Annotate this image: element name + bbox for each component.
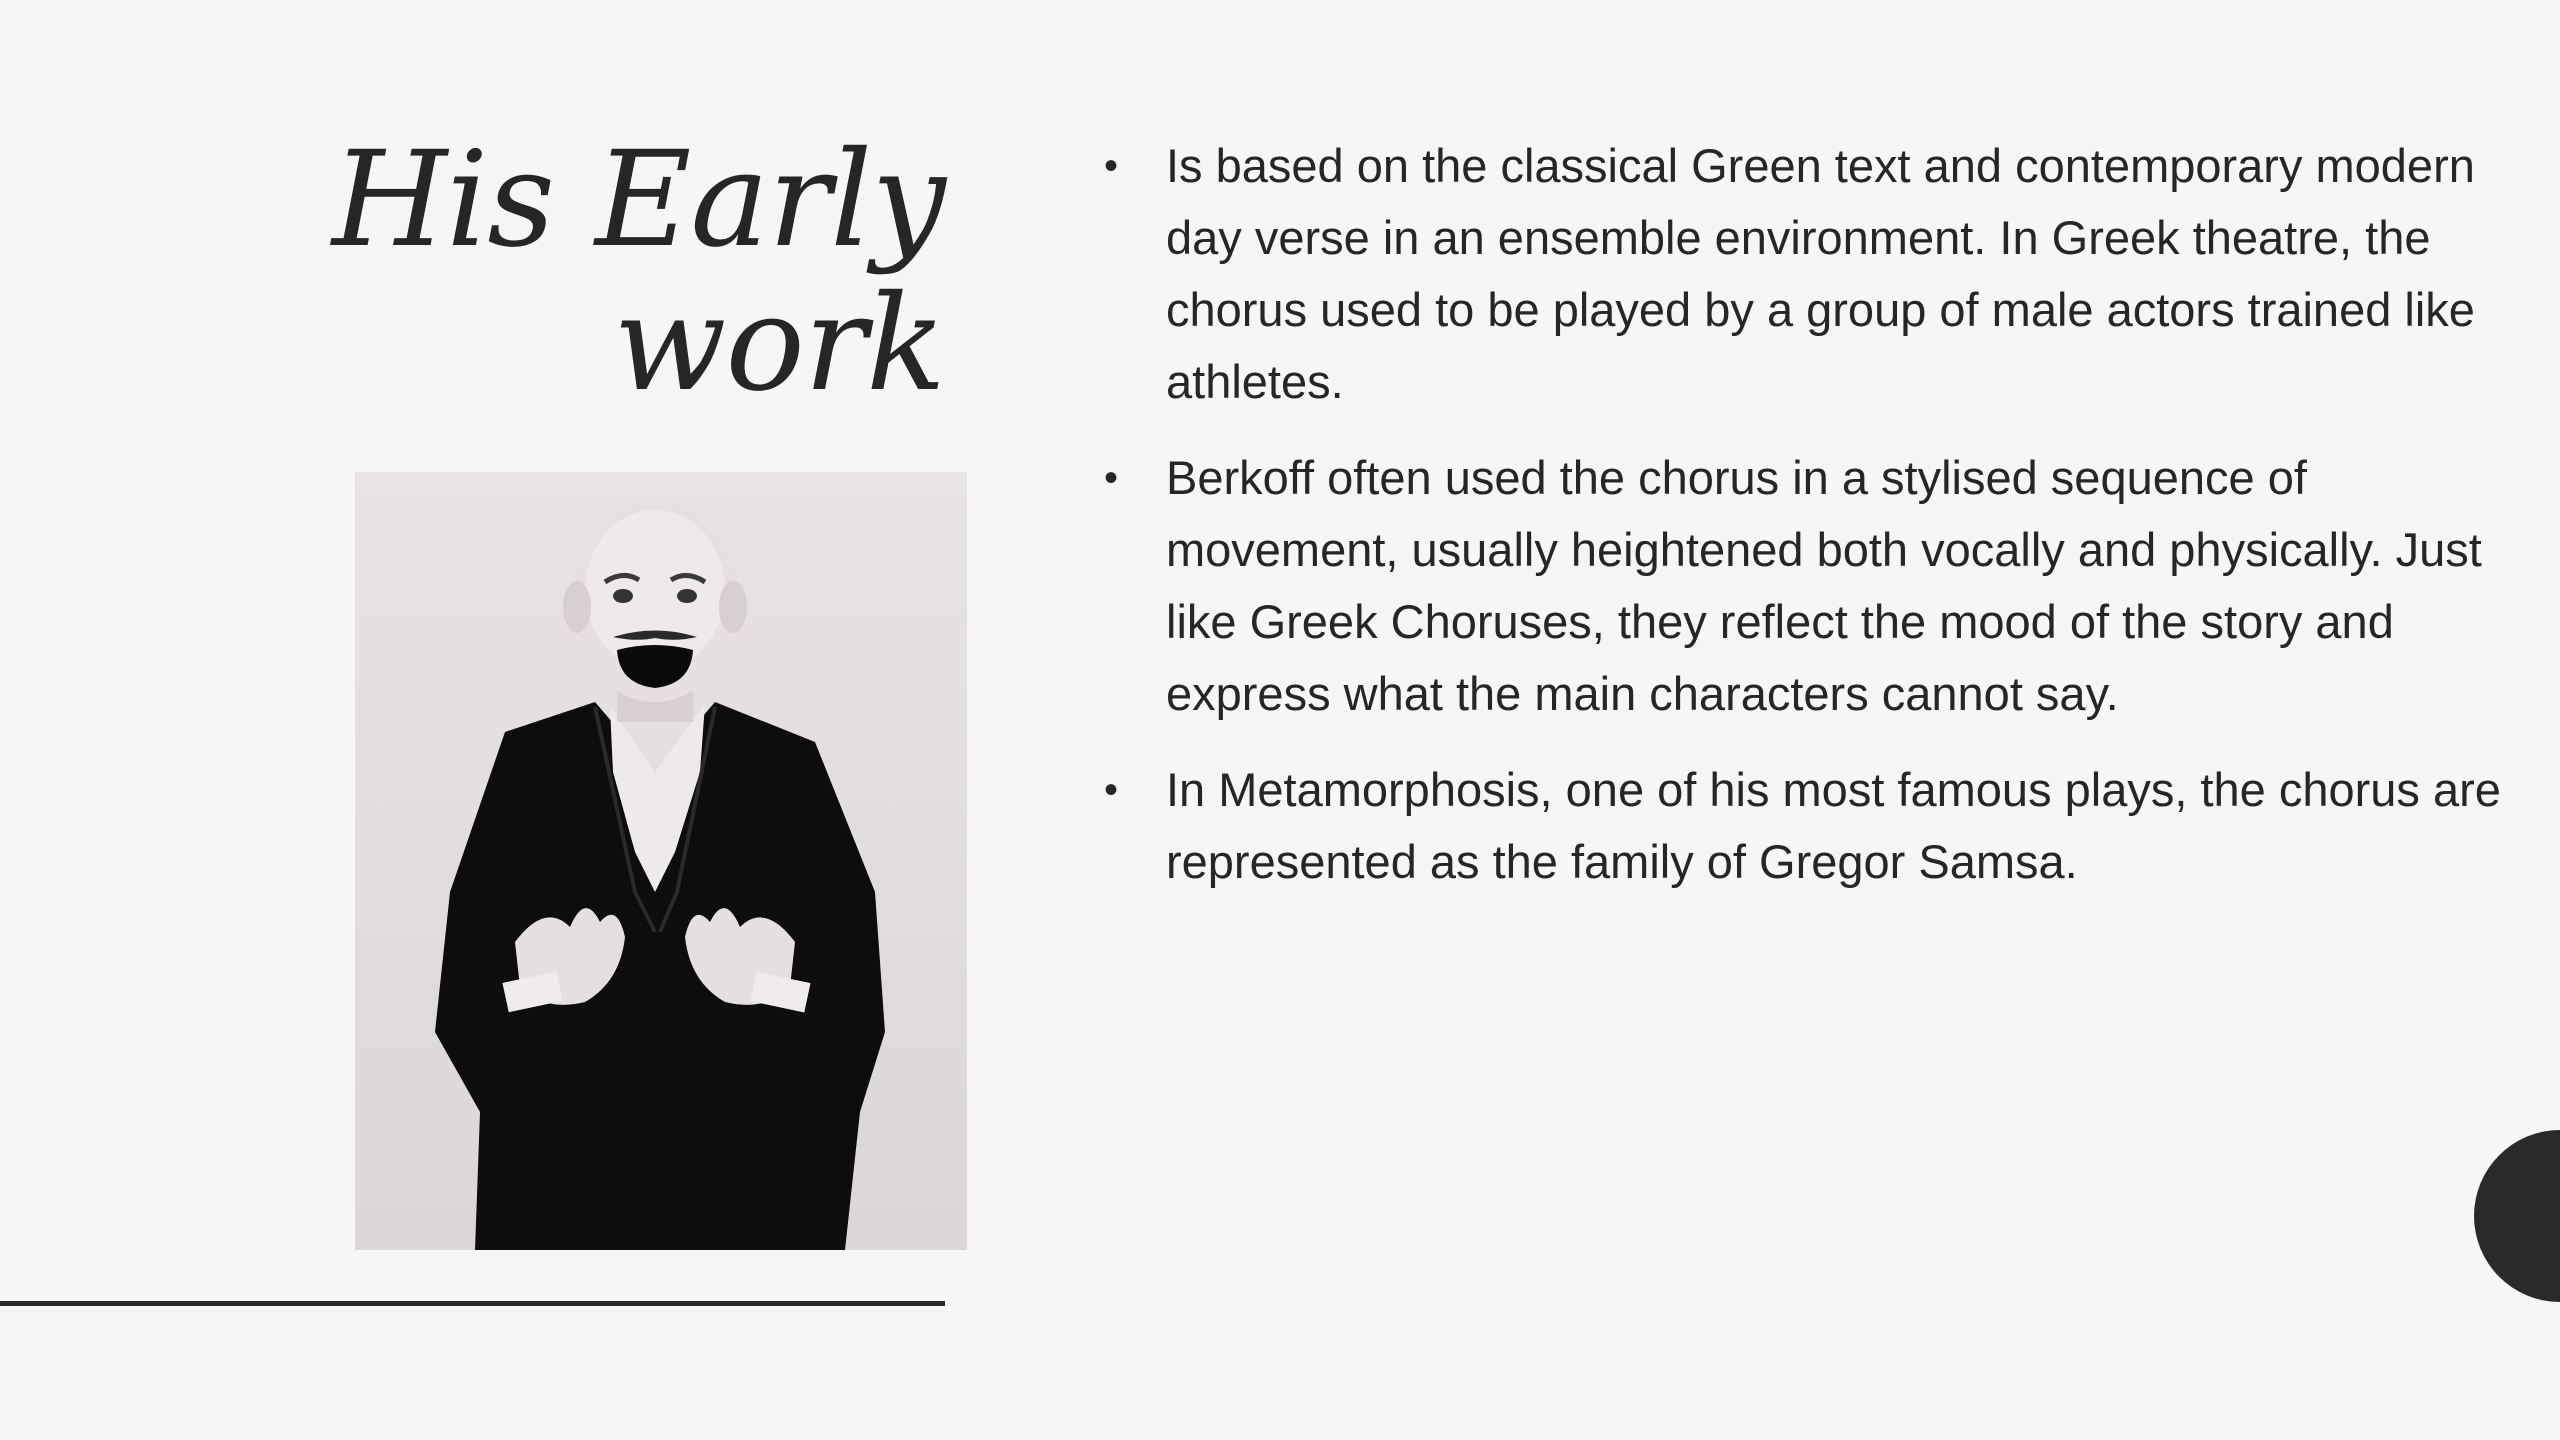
bullet-text: Is based on the classical Green text and contemporary modern day verse in an ensemble environment. In Greek theatre, the chorus used to be played by a group of male actors trained like athletes.: [1166, 139, 2475, 408]
slide-title-line-2: work: [613, 267, 945, 421]
bullet-list: [1104, 130, 2504, 922]
bullet-item: [1104, 130, 2504, 418]
slide-title-line-1: His Early: [332, 123, 945, 277]
bullet-marker: •: [1104, 768, 1119, 812]
bullet-marker: •: [1104, 144, 1119, 188]
actor-photo-illustration: [355, 472, 967, 1250]
bullet-item: [1104, 754, 2504, 898]
slide-title: [300, 123, 945, 421]
bullet-text: Berkoff often used the chorus in a stylised sequence of movement, usually heightened both vocally and physically. Just like Greek Choruses, they reflect the mood of the story and express what the main characters cannot say.: [1166, 451, 2482, 720]
actor-photo: [355, 472, 967, 1250]
bullet-item: [1104, 442, 2504, 730]
horizontal-divider: [0, 1301, 945, 1306]
bullet-text: In Metamorphosis, one of his most famous plays, the chorus are represented as the family of Gregor Samsa.: [1166, 763, 2501, 888]
decorative-circle: [2474, 1130, 2560, 1302]
bullet-marker: •: [1104, 456, 1119, 500]
